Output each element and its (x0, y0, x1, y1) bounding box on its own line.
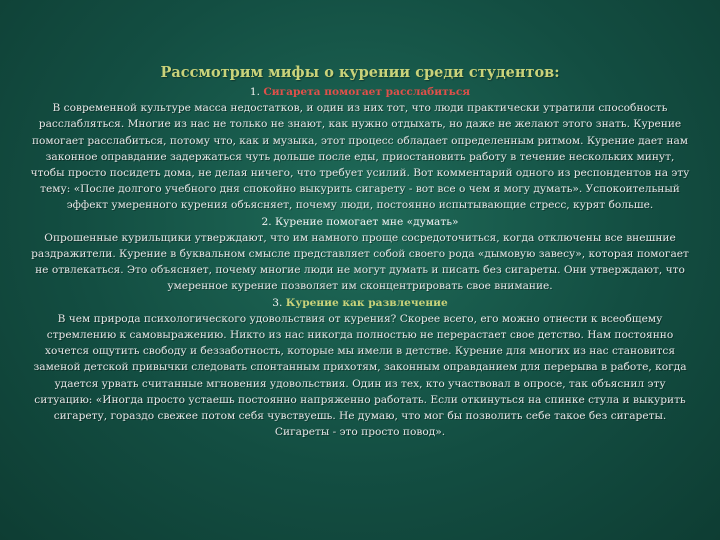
slide-title: Рассмотрим мифы о курении среди студентов: (160, 64, 560, 81)
section-2-heading (30, 214, 690, 230)
section-1-text: В современной культуре масса недостатков, и один из них тот, что люди практически утратили способность расслабляться. Многие из нас не только не знают, как нужно отдыхать, но даже не желают этого знать. Курение помогает расслабиться, потому что, как и музыка, этот процесс обладает определенным ритмом. Курение дает нам законное оправдание задержаться чуть дольше после еды, приостановить работу в течение нескольких минут, чтобы просто посидеть дома, не делая ничего, что требует усилий. Вот комментарий одного из респондентов на эту тему: «После долгого учебного дня спокойно выкурить сигарету - вот все о чем я могу думать». Успокоительный эффект умеренного курения объясняет, почему люди, постоянно испытывающие стресс, курят больше. (30, 102, 690, 212)
section-3-text: В чем природа психологического удовольствия от курения? Скорее всего, его можно отнести к всеобщему стремлению к самовыражению. Никто из нас никогда полностью не перерастает свое детство. Нам постоянно хочется ощутить свободу и беззаботность, которые мы имели в детстве. Курение для многих из нас становится заменой детской привычки следовать спонтанным прихотям, законным оправданием для перерыва в работе, когда удается урвать считанные мгновения удовольствия. Один из тех, кто участвовал в опросе, так объяснил эту ситуацию: «Иногда просто устаешь постоянно напряженно работать. Если откинуться на спинке стула и выкурить сигарету, гораздо свежее потом себя чувствуешь. Не думаю, что мог бы позволить себе такое без сигареты. Сигареты - это просто повод». (33, 312, 687, 439)
section-2-number: 2. (261, 215, 272, 228)
section-3-number: 3. (272, 296, 283, 309)
section-1-heading (30, 84, 690, 100)
section-1-heading-text: Сигарета помогает расслабиться (263, 86, 471, 98)
section-2-heading-text: Курение помогает мне «думать» (274, 215, 459, 228)
slide (30, 0, 690, 540)
section-2-text: Опрошенные курильщики утверждают, что им намного проще сосредоточиться, когда отключены все внешние раздражители. Курение в буквальном смысле представляет собой своего рода «дымовую завесу», которая помогает не отвлекаться. Это объясняет, почему многие люди не могут думать и писать без сигареты. Они утверждают, что умеренное курение позволяет им сконцентрировать свое внимание. (31, 231, 689, 293)
section-3-heading (30, 295, 690, 311)
section-1-number: 1. (249, 86, 260, 98)
section-3-heading-text: Курение как развлечение (285, 296, 448, 309)
